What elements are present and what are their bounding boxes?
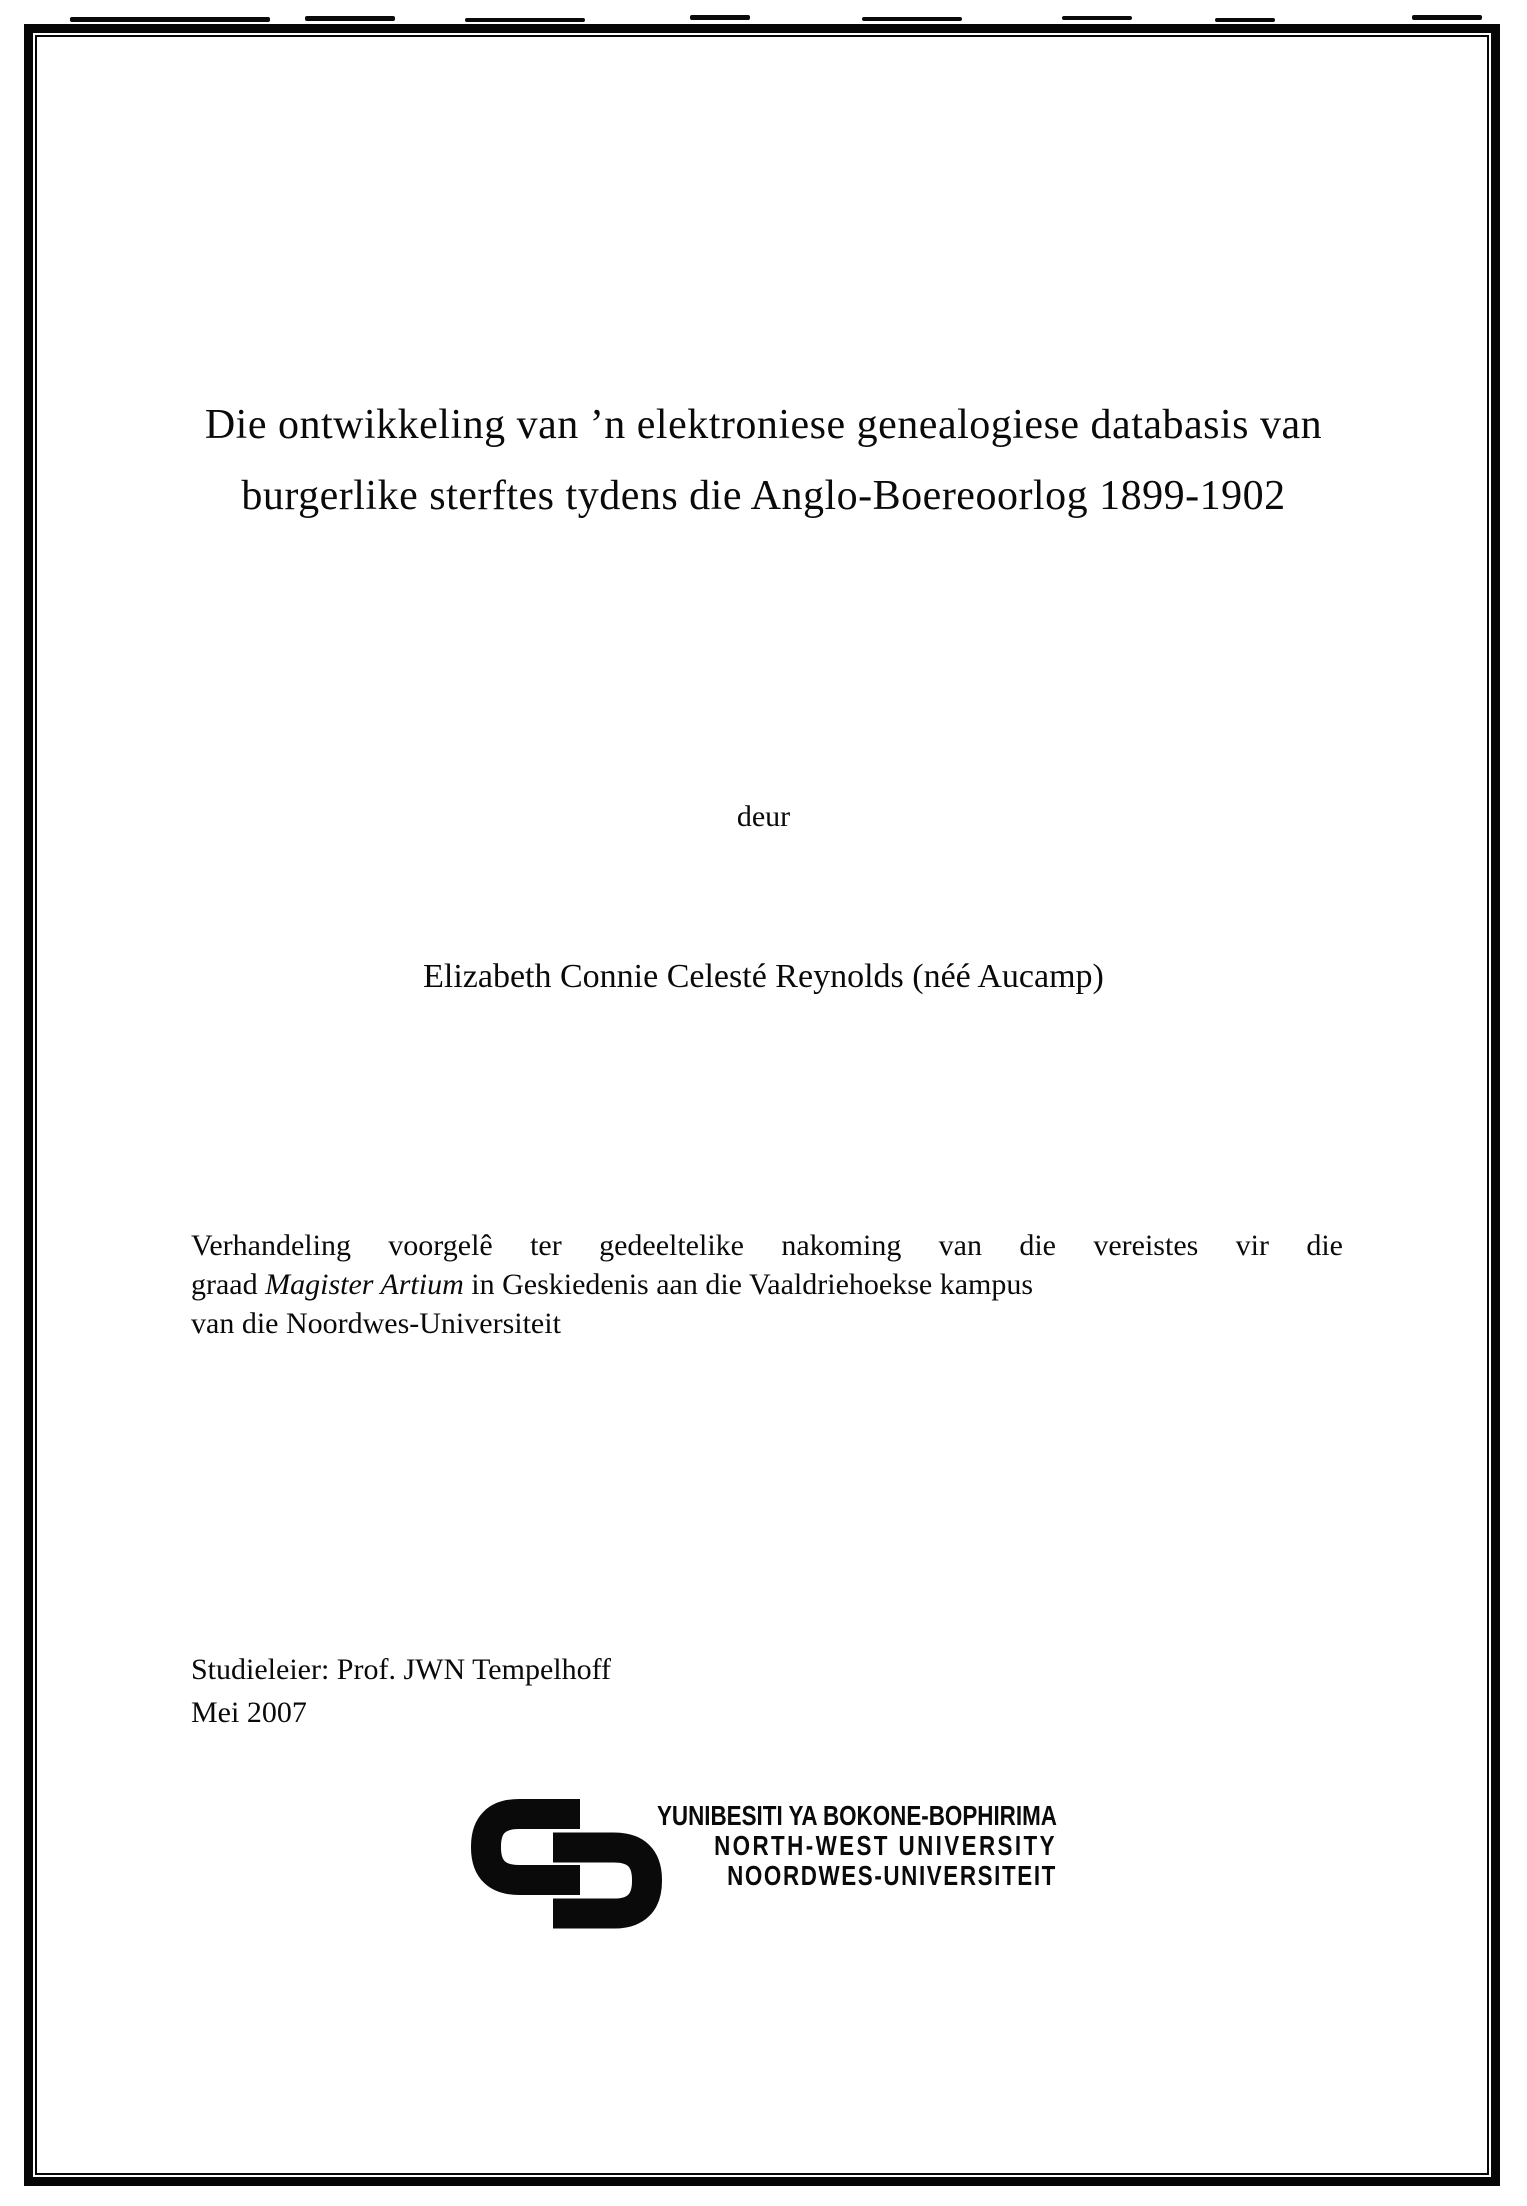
byline-label: deur — [736, 800, 791, 833]
supervisor-block — [191, 1648, 611, 1734]
scan-artifact — [862, 17, 962, 21]
scan-artifact — [1062, 16, 1132, 20]
scan-artifact — [465, 18, 585, 22]
logo-line-english: NORTH-WEST UNIVERSITY — [714, 1830, 1057, 1861]
degree-statement — [191, 1226, 1343, 1343]
supervisor-line: Studieleier: Prof. JWN Tempelhoff — [191, 1653, 612, 1686]
degree-statement-line-2 — [191, 1265, 1343, 1304]
university-logo-wordmark — [657, 1801, 1057, 1891]
author-name: Elizabeth Connie Celesté Reynolds (néé Aucamp) — [423, 958, 1104, 995]
logo-line-setswana: YUNIBESITI YA BOKONE-BOPHIRIMA — [657, 1800, 1057, 1831]
degree-statement-line-2-post: in Geskiedenis aan die Vaaldriehoekse kampus — [463, 1268, 1034, 1301]
scan-artifact — [70, 17, 270, 22]
thesis-title-line-2: burgerlike sterftes tydens die Anglo-Boereoorlog 1899-1902 — [241, 473, 1286, 519]
degree-name-italic: Magister Artium — [265, 1268, 464, 1301]
scan-artifact — [305, 16, 395, 21]
scan-artifact — [1215, 18, 1275, 22]
thesis-title-line-1: Die ontwikkeling van ’n elektroniese genealogiese databasis van — [204, 402, 1323, 448]
degree-statement-line-1: Verhandeling voorgelê ter gedeeltelike nakoming van die vereistes vir die — [191, 1229, 1343, 1262]
scan-artifact — [690, 15, 750, 20]
degree-statement-line-3: van die Noordwes-Universiteit — [191, 1307, 561, 1340]
logo-line-afrikaans: NOORDWES-UNIVERSITEIT — [727, 1860, 1057, 1891]
date-line: Mei 2007 — [191, 1696, 307, 1729]
scan-artifact — [1412, 15, 1482, 20]
degree-statement-line-2-pre: graad — [191, 1268, 266, 1301]
university-logo-icon — [470, 1798, 663, 1930]
